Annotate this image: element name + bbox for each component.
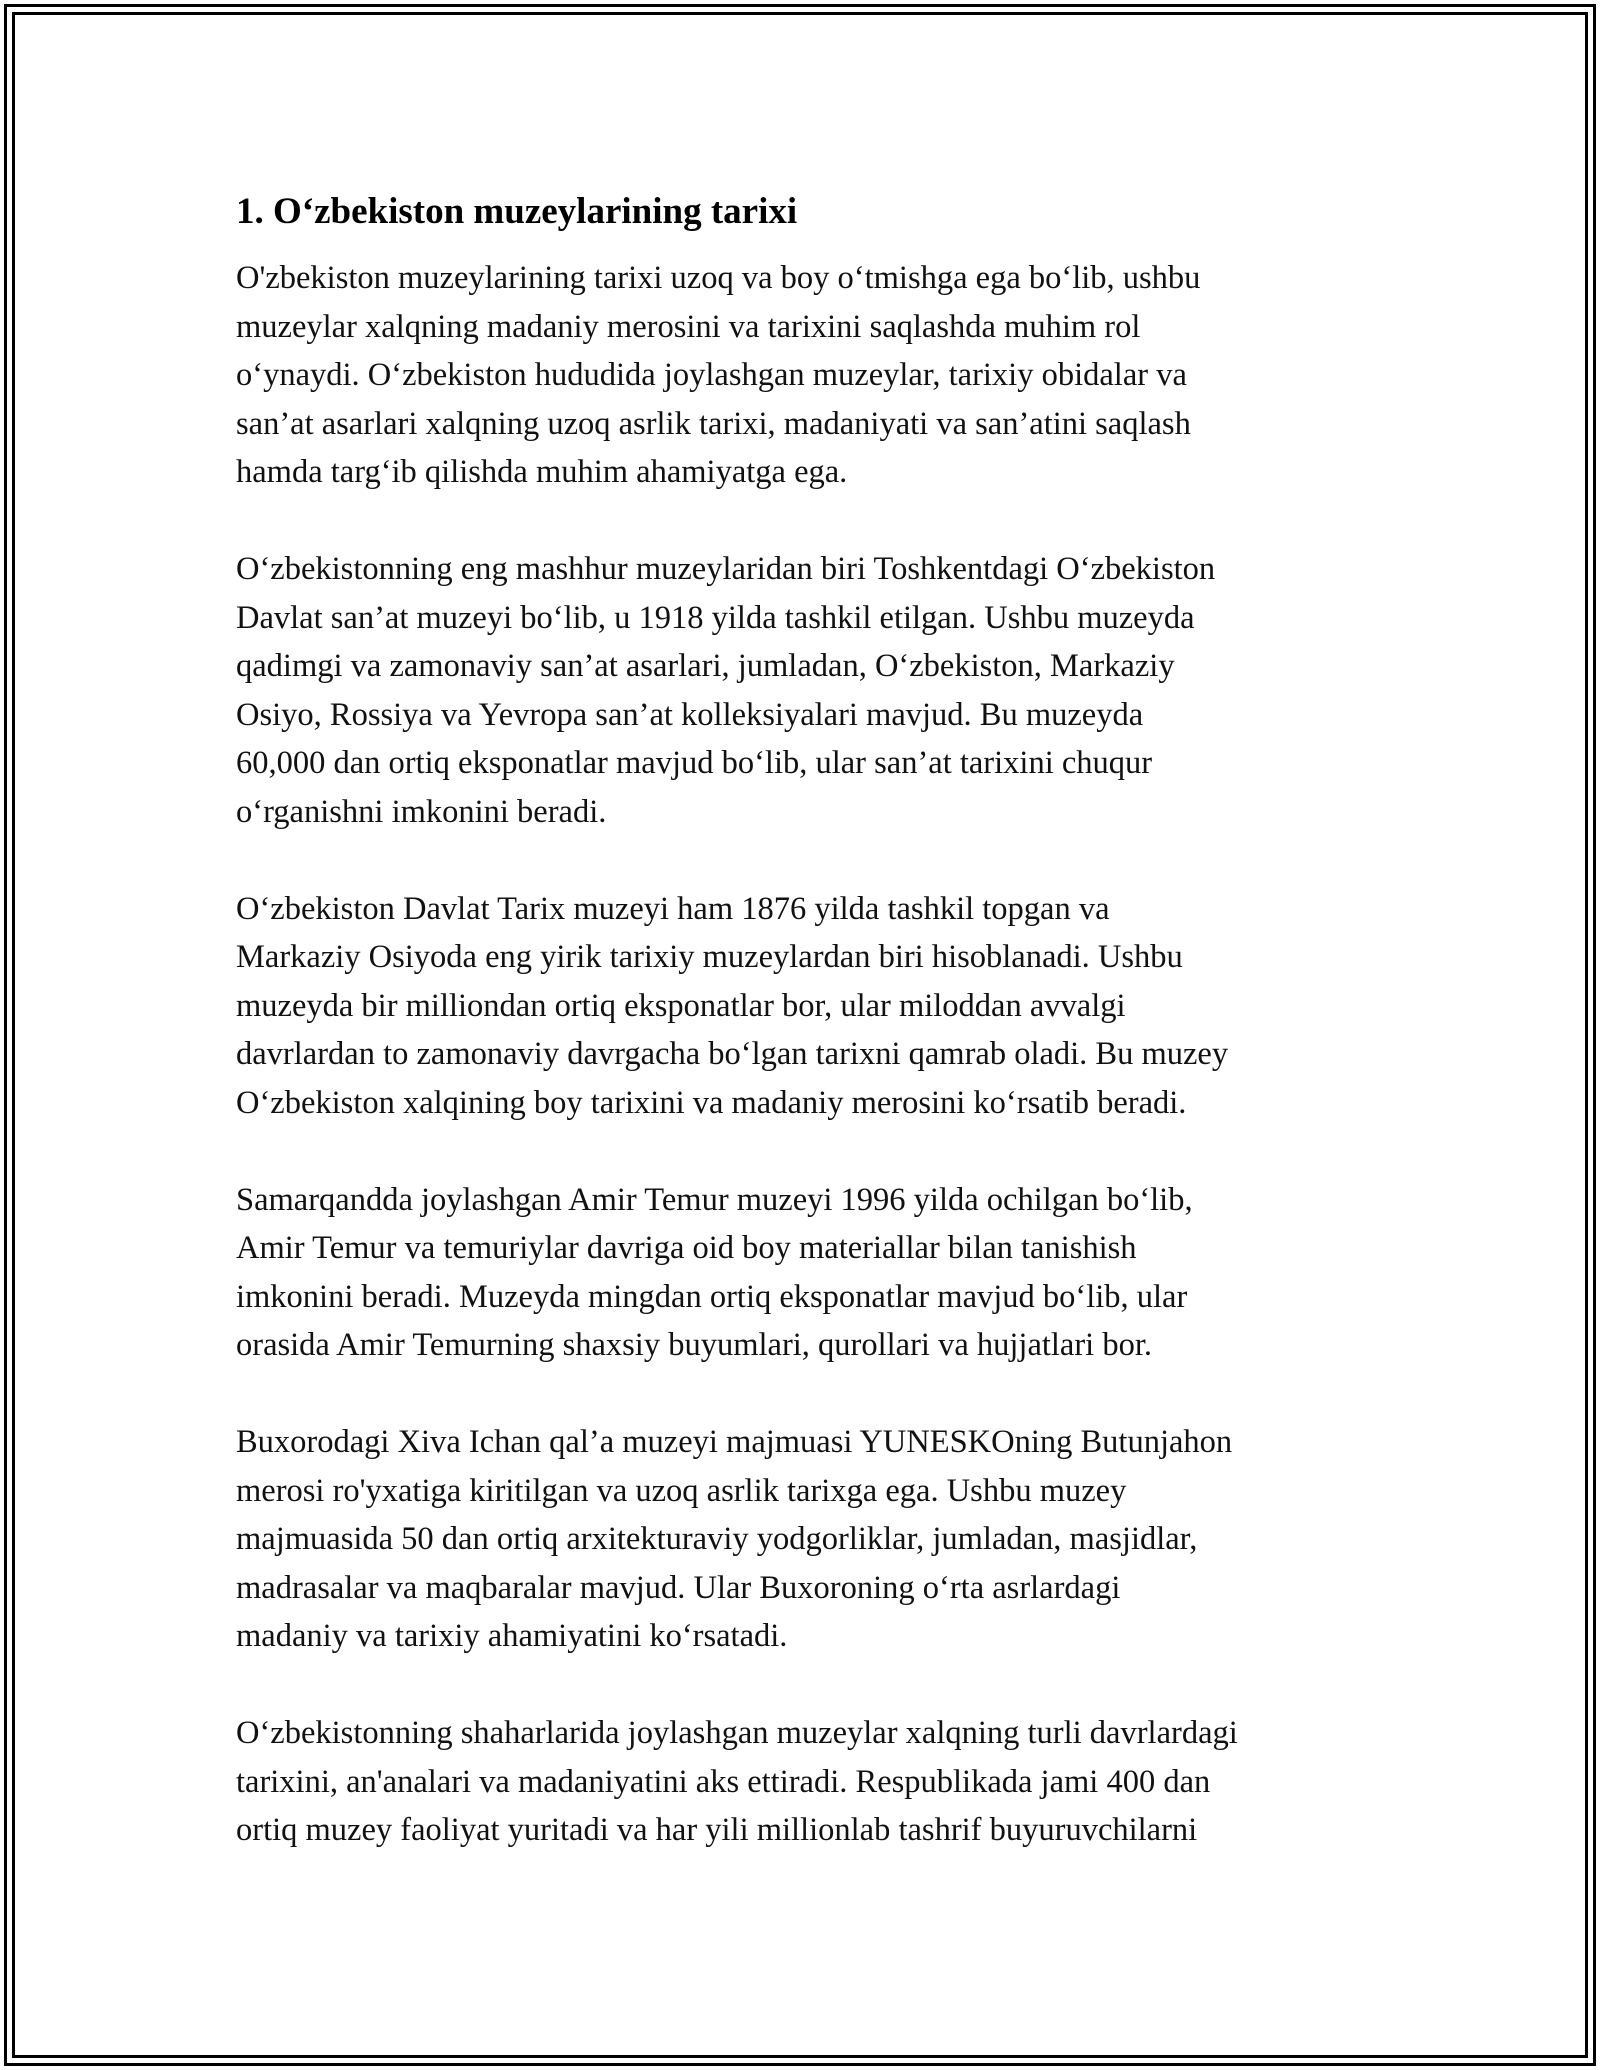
text-line: O‘zbekiston xalqining boy tarixini va madaniy merosini ko‘rsatib beradi.: [236, 1084, 1187, 1121]
paragraph-gap: [236, 836, 1386, 885]
text-line: davrlardan to zamonaviy davrgacha bo‘lgan tarixni qamrab oladi. Bu muzey: [236, 1036, 1229, 1072]
paragraph-6: [236, 1709, 1386, 1855]
document-body: [236, 188, 1386, 1855]
text-line: Davlat san’at muzeyi bo‘lib, u 1918 yilda tashkil etilgan. Ushbu muzeyda: [236, 599, 1195, 636]
text-line: O‘zbekistonning eng mashhur muzeylaridan biri Toshkentdagi O‘zbekiston: [236, 551, 1216, 587]
paragraph-gap: [236, 497, 1386, 546]
text-line: O‘zbekistonning shaharlarida joylashgan muzeylar xalqning turli davrlardagi: [236, 1715, 1238, 1751]
text-line: imkonini beradi. Muzeyda mingdan ortiq eksponatlar mavjud bo‘lib, ular: [236, 1278, 1188, 1315]
paragraph-gap: [236, 1661, 1386, 1710]
paragraph-gap: [236, 1370, 1386, 1419]
paragraph-gap: [236, 1127, 1386, 1176]
paragraphs: [236, 254, 1386, 1855]
text-line: madaniy va tarixiy ahamiyatini ko‘rsatadi.: [236, 1618, 788, 1654]
text-line: Samarqandda joylashgan Amir Temur muzeyi 1996 yilda ochilgan bo‘lib,: [236, 1181, 1193, 1218]
paragraph-5: [236, 1418, 1386, 1661]
paragraph-3: [236, 885, 1386, 1128]
paragraph-2: [236, 545, 1386, 836]
text-line: muzeylar xalqning madaniy merosini va tarixini saqlashda muhim rol: [236, 308, 1141, 345]
section-heading: 1. O‘zbekiston muzeylarining tarixi: [236, 191, 798, 232]
text-line: ortiq muzey faoliyat yuritadi va har yili millionlab tashrif buyuruvchilarni: [236, 1812, 1198, 1848]
text-line: o‘ynaydi. O‘zbekiston hududida joylashgan muzeylar, tarixiy obidalar va: [236, 357, 1187, 393]
text-line: orasida Amir Temurning shaxsiy buyumlari, qurollari va hujjatlari bor.: [236, 1327, 1152, 1363]
text-line: san’at asarlari xalqning uzoq asrlik tarixi, madaniyati va san’atini saqlash: [236, 405, 1191, 442]
text-line: qadimgi va zamonaviy san’at asarlari, jumladan, O‘zbekiston, Markaziy: [236, 648, 1175, 684]
text-line: majmuasida 50 dan ortiq arxitekturaviy yodgorliklar, jumladan, masjidlar,: [236, 1521, 1198, 1557]
text-line: Buxorodagi Xiva Ichan qal’a muzeyi majmuasi YUNESKOning Butunjahon: [236, 1424, 1233, 1460]
text-line: Osiyo, Rossiya va Yevropa san’at kolleksiyalari mavjud. Bu muzeyda: [236, 696, 1144, 733]
text-line: hamda targ‘ib qilishda muhim ahamiyatga ega.: [236, 454, 848, 490]
text-line: 60,000 dan ortiq eksponatlar mavjud bo‘lib, ular san’at tarixini chuqur: [236, 745, 1153, 781]
text-line: muzeyda bir milliondan ortiq eksponatlar bor, ular miloddan avvalgi: [236, 987, 1126, 1024]
text-line: O'zbekiston muzeylarining tarixi uzoq va boy o‘tmishga ega bo‘lib, ushbu: [236, 260, 1201, 296]
text-line: Amir Temur va temuriylar davriga oid boy materiallar bilan tanishish: [236, 1230, 1137, 1266]
text-line: madrasalar va maqbaralar mavjud. Ular Buxoroning o‘rta asrlardagi: [236, 1569, 1121, 1606]
text-line: o‘rganishni imkonini beradi.: [236, 793, 607, 830]
text-line: O‘zbekiston Davlat Tarix muzeyi ham 1876 yilda tashkil topgan va: [236, 890, 1110, 927]
text-line: merosi ro'yxatiga kiritilgan va uzoq asrlik tarixga ega. Ushbu muzey: [236, 1472, 1127, 1509]
text-line: tarixini, an'analari va madaniyatini aks ettiradi. Respublikada jami 400 dan: [236, 1763, 1211, 1800]
text-line: Markaziy Osiyoda eng yirik tarixiy muzeylardan biri hisoblanadi. Ushbu: [236, 939, 1183, 975]
paragraph-4: [236, 1176, 1386, 1370]
paragraph-1: [236, 254, 1386, 497]
